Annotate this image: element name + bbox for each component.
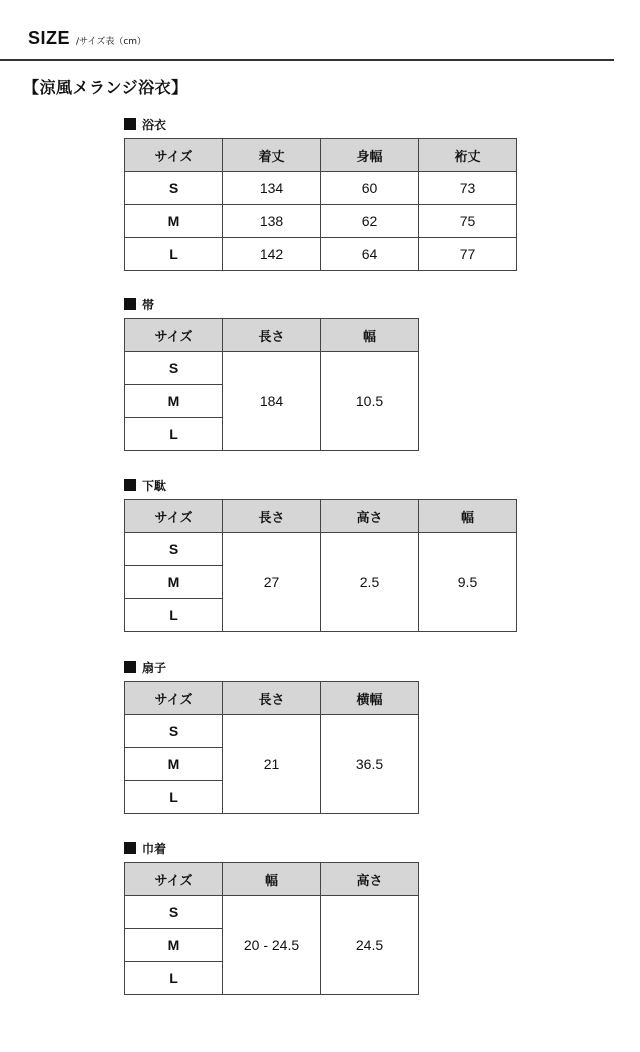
table-header-row xyxy=(125,682,419,715)
size-cell: S xyxy=(125,352,223,385)
value-cell: 20 - 24.5 xyxy=(223,896,321,995)
value-cell: 9.5 xyxy=(419,533,517,632)
table-row xyxy=(125,715,419,748)
column-header: 裄丈 xyxy=(419,139,517,172)
section-kinchaku xyxy=(124,840,419,995)
value-cell: 142 xyxy=(223,238,321,271)
square-bullet-icon xyxy=(124,298,136,310)
value-cell: 77 xyxy=(419,238,517,271)
header-divider xyxy=(0,59,614,61)
value-cell: 60 xyxy=(321,172,419,205)
value-cell: 184 xyxy=(223,352,321,451)
value-cell: 75 xyxy=(419,205,517,238)
size-table-geta xyxy=(124,499,517,632)
square-bullet-icon xyxy=(124,479,136,491)
column-header: 高さ xyxy=(321,863,419,896)
value-cell: 36.5 xyxy=(321,715,419,814)
section-geta xyxy=(124,477,517,632)
size-table-obi xyxy=(124,318,419,451)
size-cell: L xyxy=(125,599,223,632)
column-header: サイズ xyxy=(125,139,223,172)
size-cell: M xyxy=(125,205,223,238)
size-table-yukata xyxy=(124,138,517,271)
table-header-row xyxy=(125,863,419,896)
table-row xyxy=(125,205,517,238)
size-cell: L xyxy=(125,962,223,995)
size-cell: M xyxy=(125,566,223,599)
column-header: 長さ xyxy=(223,500,321,533)
column-header: 長さ xyxy=(223,319,321,352)
column-header: サイズ xyxy=(125,682,223,715)
column-header: 横幅 xyxy=(321,682,419,715)
page-header xyxy=(28,28,146,49)
value-cell: 62 xyxy=(321,205,419,238)
size-cell: L xyxy=(125,418,223,451)
table-row xyxy=(125,238,517,271)
value-cell: 134 xyxy=(223,172,321,205)
value-cell: 138 xyxy=(223,205,321,238)
size-table-sensu xyxy=(124,681,419,814)
size-cell: M xyxy=(125,385,223,418)
section-label: 帯 xyxy=(142,297,155,312)
size-table-kinchaku xyxy=(124,862,419,995)
value-cell: 27 xyxy=(223,533,321,632)
section-obi xyxy=(124,296,419,451)
square-bullet-icon xyxy=(124,842,136,854)
value-cell: 24.5 xyxy=(321,896,419,995)
square-bullet-icon xyxy=(124,118,136,130)
section-label: 巾着 xyxy=(142,841,167,856)
column-header: サイズ xyxy=(125,500,223,533)
column-header: 長さ xyxy=(223,682,321,715)
size-cell: S xyxy=(125,896,223,929)
section-sensu xyxy=(124,659,419,814)
value-cell: 73 xyxy=(419,172,517,205)
column-header: 幅 xyxy=(419,500,517,533)
size-cell: M xyxy=(125,748,223,781)
table-header-row xyxy=(125,319,419,352)
table-row xyxy=(125,533,517,566)
size-cell: L xyxy=(125,781,223,814)
table-header-row xyxy=(125,500,517,533)
column-header: 着丈 xyxy=(223,139,321,172)
section-label: 浴衣 xyxy=(142,117,167,132)
column-header: サイズ xyxy=(125,863,223,896)
table-header-row xyxy=(125,139,517,172)
size-subtitle: /サイズ表（cm） xyxy=(76,37,147,47)
value-cell: 10.5 xyxy=(321,352,419,451)
size-cell: L xyxy=(125,238,223,271)
table-row xyxy=(125,352,419,385)
value-cell: 21 xyxy=(223,715,321,814)
table-row xyxy=(125,172,517,205)
column-header: 幅 xyxy=(321,319,419,352)
size-cell: S xyxy=(125,172,223,205)
section-label: 下駄 xyxy=(142,478,167,493)
table-row xyxy=(125,896,419,929)
column-header: 身幅 xyxy=(321,139,419,172)
size-cell: M xyxy=(125,929,223,962)
column-header: 幅 xyxy=(223,863,321,896)
product-title: 【涼風メランジ浴衣】 xyxy=(23,78,188,97)
value-cell: 64 xyxy=(321,238,419,271)
square-bullet-icon xyxy=(124,661,136,673)
column-header: 高さ xyxy=(321,500,419,533)
section-label: 扇子 xyxy=(142,660,167,675)
size-cell: S xyxy=(125,533,223,566)
column-header: サイズ xyxy=(125,319,223,352)
size-title: SIZE xyxy=(28,28,71,48)
value-cell: 2.5 xyxy=(321,533,419,632)
section-yukata xyxy=(124,116,517,271)
size-cell: S xyxy=(125,715,223,748)
